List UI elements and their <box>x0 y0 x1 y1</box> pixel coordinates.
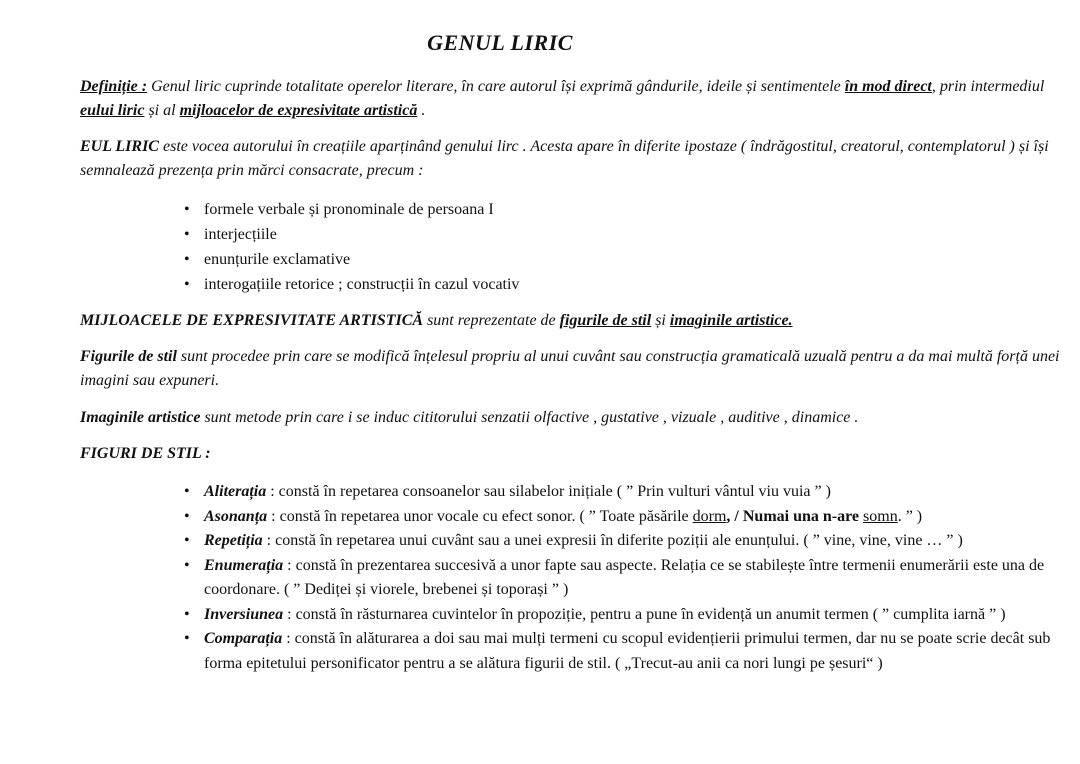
definition-text-1: Genul liric cuprinde totalitate operelor literare, în care autorul își exprimă gândurile, ideile și sentimentele <box>147 78 845 95</box>
mijloace-label: MIJLOACELE DE EXPRESIVITATE ARTISTICĂ <box>80 312 424 329</box>
list-item-comparatia <box>180 627 1060 676</box>
figura-text: : constă în repetarea consoanelor sau silabelor inițiale ( ” Prin vulturi vântul viu vuia ” ) <box>266 483 831 500</box>
figura-term: Repetiția <box>204 532 263 549</box>
list-item-inversiunea <box>180 603 1060 628</box>
list-item-asonanta <box>180 505 1060 530</box>
mijloace-text-3: . <box>788 312 793 329</box>
definition-term-direct: în mod direct <box>844 78 932 95</box>
mijloace-text-1: sunt reprezentate de <box>423 312 560 329</box>
figurile-label: Figurile de stil <box>80 348 177 365</box>
eul-liric-paragraph <box>80 135 1065 183</box>
mijloace-paragraph <box>80 309 1065 333</box>
figura-term: Aliterația <box>204 483 267 500</box>
definition-label: Definiție : <box>80 78 148 95</box>
definition-term-eul-liric: eului liric <box>80 102 145 119</box>
figurile-text: sunt procedee prin care se modifică înțelesul propriu al unui cuvânt sau construcția gramaticală uzuală pentru a da mai multă forță unei imagini sau expuneri. <box>80 348 1060 389</box>
figura-text: : constă în alăturarea a doi sau mai mulți termeni cu scopul evidențierii primului termen, dar nu se poate scrie decât sub forma epitetului personificator pentru a se alătura figurii de stil. ( „Trecut-au anii ca nori lungi pe șesuri“ ) <box>204 630 1051 672</box>
figuri-heading: FIGURI DE STIL : <box>80 445 211 462</box>
eul-liric-text: este vocea autorului în creațiile aparținând genului lirc . Acesta apare în diferite ipostaze ( îndrăgostitul, creatorul, contemplatorul ) și își semnalează prezența prin mărci consacrate, precum : <box>80 138 1049 179</box>
list-item-repetitia <box>180 529 1060 554</box>
figura-text: : constă în repetarea unui cuvânt sau a unei expresii în diferite poziții ale enunțului. ( ” vine, vine, vine … ” ) <box>262 532 963 549</box>
list-item: • enunțurile exclamative <box>180 247 519 272</box>
list-item: • formele verbale și pronominale de persoana I <box>180 197 519 222</box>
eul-liric-label: EUL LIRIC <box>80 138 159 155</box>
definition-text-2: , prin intermediul <box>931 78 1045 95</box>
figuri-list <box>180 480 1060 676</box>
list-item: • interjecțiile <box>180 222 519 247</box>
imaginile-text: sunt metode prin care i se induc cititorului senzatii olfactive , gustative , vizuale , auditive , dinamice . <box>200 409 859 426</box>
list-item-enumeratia <box>180 554 1060 603</box>
marci-list <box>180 197 519 297</box>
imaginile-label: Imaginile artistice <box>80 409 201 426</box>
imaginile-paragraph <box>80 406 1065 430</box>
figura-term: Comparația <box>204 630 283 647</box>
mijloace-term-figuri: figurile de stil <box>559 312 652 329</box>
figura-term: Asonanța <box>204 507 268 525</box>
figura-text: : constă în prezentarea succesivă a unor fapte sau aspecte. Relația ce se stabilește între termenii enumerării este una de coordonare. ( ” Dedіței și viorele, brebenei și toporași ” ) <box>204 556 1045 598</box>
definition-term-mijloace: mijloacelor de expresivitate artistică <box>179 102 418 119</box>
mijloace-text-2: și <box>651 312 670 329</box>
definition-text-4: . <box>417 102 426 119</box>
figura-term: Inversiunea <box>204 605 284 623</box>
asonanta-word-somn: somn <box>863 507 898 525</box>
figura-text: : constă în răsturnarea cuvintelor în propoziție, pentru a pune în evidență un anumit termen ( ” cumplita iarnă ” ) <box>283 605 1006 623</box>
list-item-aliteratia <box>180 480 1060 505</box>
page-title: GENUL LIRIC <box>427 30 573 55</box>
figura-term: Enumerația <box>204 556 284 574</box>
figura-text: , / Numai una n-are <box>726 507 864 525</box>
definition-text-3: și al <box>144 102 180 119</box>
list-item: • interogațiile retorice ; construcții în cazul vocativ <box>180 272 519 297</box>
figura-text: . ” ) <box>897 507 923 525</box>
asonanta-word-dorm: dorm <box>692 507 727 525</box>
figurile-paragraph <box>80 345 1065 393</box>
definition-paragraph <box>80 75 1065 123</box>
figura-text: : constă în repetarea unor vocale cu efect sonor. ( ” Toate păsările <box>267 507 693 525</box>
mijloace-term-imagini: imaginile artistice <box>669 312 789 329</box>
